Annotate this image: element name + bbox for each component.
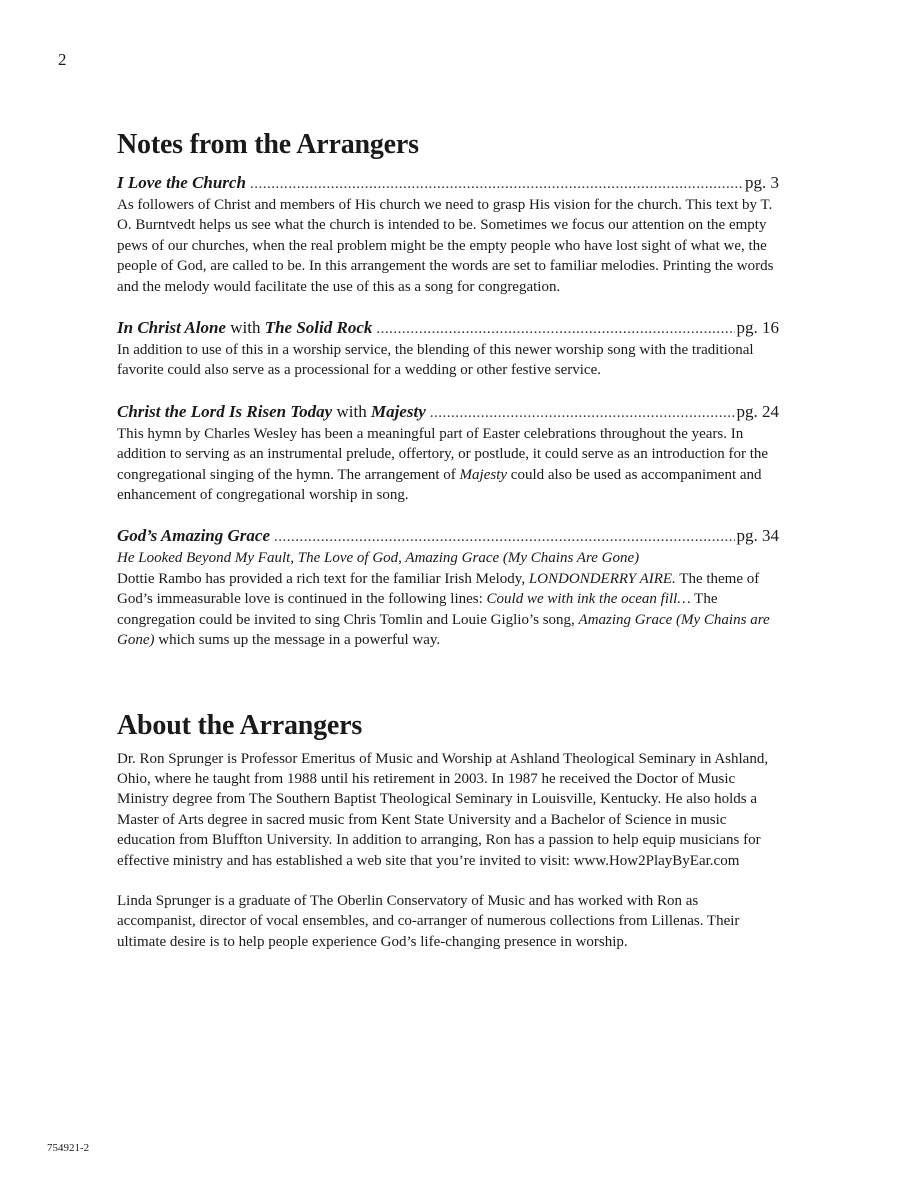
description-text: This hymn by Charles Wesley has been a meaningful part of Easter celebrations throughout the years. In addition to serving as an instrumental prelude, offertory, or postlude, it could serve as an introduction for the congregational singing of the hymn. The arrangement of bbox=[117, 425, 769, 483]
page-reference: pg. 34 bbox=[736, 526, 779, 546]
dot-leader bbox=[376, 318, 734, 340]
description-text: could also be used as accompaniment and enhancement of congregational worship in song. bbox=[117, 466, 762, 504]
description-text: The congregation could be invited to sing Chris Tomlin and Louie Giglio’s song, bbox=[117, 591, 718, 628]
about-paragraph-linda: Linda Sprunger is a graduate of The Oberlin Conservatory of Music and has worked with Ron as accompanist, director of vocal ensembles, and co-arranger of numerous collections from Lillenas. Their ultimate desire is to help people experience God’s life-changing presence in worship. bbox=[117, 892, 740, 950]
page-reference: pg. 3 bbox=[745, 173, 779, 192]
entry-description: As followers of Christ and members of His church we need to grasp His vision for the church. This text by T. O. Burntvedt helps us see what the church is intended to be. Sometimes we focus our attention on the empty pews of our churches, when the real problem might be the empty people who have lost sight of what we, the people of God, are called to be. In this arrangement the words are set to familiar melodies. Printing the words and the melody would facilitate the use of this as a song for congregation. bbox=[117, 197, 774, 295]
notes-entry-gods-amazing-grace bbox=[117, 525, 779, 650]
description-text: which sums up the message in a powerful way. bbox=[158, 632, 441, 649]
italic-tune-name: LONDONDERRY AIRE. bbox=[528, 570, 676, 587]
main-content bbox=[117, 126, 779, 952]
page-reference: pg. 16 bbox=[736, 318, 779, 338]
description-text: Dottie Rambo has provided a rich text for the familiar Irish Melody, bbox=[117, 570, 526, 587]
notes-entry-i-love-the-church bbox=[117, 172, 779, 297]
song-title: Christ the Lord Is Risen Today bbox=[117, 401, 333, 421]
song-title: God’s Amazing Grace bbox=[117, 526, 270, 546]
entry-heading bbox=[117, 317, 779, 340]
title-connector: with bbox=[336, 401, 367, 421]
footer-catalog-code: 754921-2 bbox=[47, 1142, 90, 1154]
page-reference: pg. 24 bbox=[736, 401, 779, 421]
notes-entry-in-christ-alone bbox=[117, 317, 779, 381]
song-title-secondary: The Solid Rock bbox=[264, 318, 373, 338]
dot-leader bbox=[274, 526, 735, 548]
song-title: In Christ Alone bbox=[117, 318, 226, 338]
italic-song-name: Majesty bbox=[459, 466, 508, 483]
entry-description bbox=[117, 569, 779, 651]
entry-heading bbox=[117, 525, 779, 548]
notes-heading: Notes from the Arrangers bbox=[117, 129, 419, 160]
description-text: The theme of God’s immeasurable love is continued in the following lines: bbox=[117, 570, 760, 608]
dot-leader bbox=[430, 402, 735, 424]
italic-quoted-line: Could we with ink the ocean fill… bbox=[486, 591, 691, 608]
entry-description bbox=[117, 424, 779, 506]
page-number: 2 bbox=[58, 50, 67, 69]
title-connector: with bbox=[230, 318, 261, 338]
about-paragraph-ron: Dr. Ron Sprunger is Professor Emeritus of Music and Worship at Ashland Theological Seminary in Ashland, Ohio, where he taught from 1988 until his retirement in 2003. In 1987 he received the Doctor of Music Ministry degree from The Southern Baptist Theological Seminary in Louisville, Kentucky. He also holds a Master of Arts degree in sacred music from Kent State University and a Bachelor of Science in music education from Bluffton University. In addition to arranging, Ron has a passion to help equip musicians for effective ministry and has established a web site that you’re invited to visit: www.How2PlayByEar.com bbox=[117, 750, 769, 869]
song-title-secondary: Majesty bbox=[370, 401, 426, 421]
entry-heading bbox=[117, 401, 779, 424]
song-title: I Love the Church bbox=[117, 173, 246, 192]
entry-subtitle: He Looked Beyond My Fault, The Love of God, Amazing Grace (My Chains Are Gone) bbox=[117, 550, 640, 567]
about-section bbox=[117, 707, 779, 953]
notes-entry-christ-the-lord-is-risen-today bbox=[117, 401, 779, 506]
italic-song-name: Amazing Grace (My Chains are Gone) bbox=[117, 611, 770, 649]
entry-description: In addition to use of this in a worship service, the blending of this newer worship song with the traditional favorite could also serve as a processional for a wedding or other festive service. bbox=[117, 342, 754, 379]
about-heading: About the Arrangers bbox=[117, 709, 363, 741]
entry-heading bbox=[117, 172, 779, 195]
dot-leader bbox=[250, 173, 743, 195]
